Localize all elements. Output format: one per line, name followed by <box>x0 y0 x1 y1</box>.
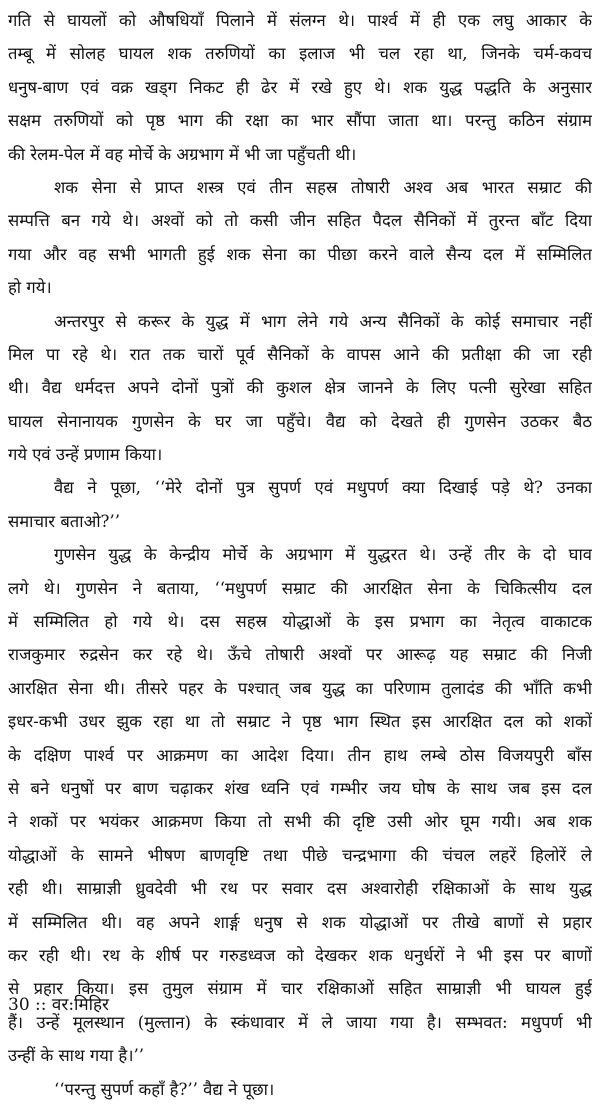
text-line: मिल पा रहे थे। रात तक चारों पूर्व सैनिकों के वापस आने की प्रतीक्षा की जा रही <box>8 344 592 364</box>
text-line: से प्रहार किया। इस तुमुल संग्राम में चार रक्षिकाओं सहित साम्राज्ञी भी घायल हुई <box>8 979 592 999</box>
paragraph-first-line: शक सेना से प्राप्त शस्त्र एवं तीन सहस्र तोषारी अश्व अब भारत सम्राट की <box>54 177 592 197</box>
text-line: की रेलम-पेल में वह मोर्चे के अग्रभाग में भी जा पहुँचती थी। <box>8 144 357 164</box>
page-number: 30 <box>8 995 30 1015</box>
text-line: गति से घायलों को औषधियाँ पिलाने में संलग्न थे। पार्श्व में ही एक लघु आकार के <box>8 11 592 30</box>
text-line: हो गये। <box>8 278 52 298</box>
text-line: में सम्मिलित हो गये थे। दस सहस्र योद्धाओं के इस प्रभाग का नेतृत्व वाकाटक <box>8 612 592 632</box>
text-line: इधर-कभी उधर झुक रहा था तो सम्राट ने पृष्ठ भाग स्थित इस आरक्षित दल को शकों <box>8 712 592 732</box>
page-footer <box>8 993 109 1017</box>
text-line: में सम्मिलित थी। वह अपने शार्ङ्ग धनुष से शक योद्धाओं पर तीखे बाणों से प्रहार <box>8 912 592 932</box>
text-line: गये एवं उन्हें प्रणाम किया। <box>8 445 163 465</box>
book-title: वर:मिहिर <box>51 995 110 1015</box>
footer-separator: :: <box>35 995 47 1015</box>
text-line: कर रही थी। रथ के शीर्ष पर गरुडध्वज को देखकर शक धनुर्धरों ने भी इस पर बाणों <box>8 945 592 965</box>
text-line: तम्बू में सोलह घायल शक तरुणियों का इलाज भी चल रहा था, जिनके चर्म-कवच <box>8 44 592 64</box>
text-line: घायल सेनानायक गुणसेन के घर जा पहुँचे। वैद्य को देखते ही गुणसेन उठकर बैठ <box>8 411 592 431</box>
text-line: के दक्षिण पार्श्व पर आक्रमण का आदेश दिया। तीन हाथ लम्बे ठोस विजयपुरी बाँस <box>8 745 592 765</box>
text-line: हैं। उन्हें मूलस्थान (मुल्तान) के स्कंधावार में ले जाया गया है। सम्भवत: मधुपर्ण भी <box>8 1012 592 1032</box>
text-line: थी। वैद्य धर्मदत्त अपने दोनों पुत्रों की कुशल क्षेत्र जानने के लिए पत्नी सुरेखा सहित <box>8 378 592 398</box>
paragraph-first-line: ‘‘परन्तु सुपर्ण कहाँ है?’’ वैद्य ने पूछा। <box>54 1079 275 1099</box>
text-line: सक्षम तरुणियों को पृष्ठ भाग की रक्षा का भार सौंपा जाता था। परन्तु कठिन संग्राम <box>8 111 592 131</box>
text-line: ने शकों पर भयंकर आक्रमण किया तो सभी की दृष्टि उसी ओर घूम गयी। अब शक <box>8 812 592 832</box>
text-line: से बने धनुषों पर बाण चढ़ाकर शंख ध्वनि एवं गम्भीर जय घोष के साथ जब इस दल <box>8 778 592 798</box>
text-line: रही थी। साम्राज्ञी ध्रुवदेवी भी रथ पर सवार दस अश्वारोही रक्षिकाओं के साथ युद्ध <box>8 879 592 899</box>
text-line: धनुष-बाण एवं वक्र खड्ग निकट ही ढेर में रखे हुए थे। शक युद्ध पद्धति के अनुसार <box>8 77 592 97</box>
text-line: सम्पत्ति बन गये थे। अश्वों को तो कसी जीन सहित पैदल सैनिकों में तुरन्त बाँट दिया <box>8 211 592 231</box>
paragraph-first-line: गुणसेन युद्ध के केन्द्रीय मोर्चे के अग्रभाग में युद्धरत थे। उन्हें तीर के दो घाव <box>54 545 592 565</box>
text-line: राजकुमार रुद्रसेन कर रहे थे। ऊँचे तोषारी अश्वों पर आरूढ़ यह सम्राट की निजी <box>8 645 592 665</box>
body-text <box>8 4 592 1106</box>
text-line: लगे थे। गुणसेन ने बताया, ‘‘मधुपर्ण सम्राट की आरक्षित सेना के चिकित्सीय दल <box>8 578 592 598</box>
text-line: उन्हीं के साथ गया है।’’ <box>8 1046 145 1066</box>
text-line: समाचार बताओ?’’ <box>8 511 120 531</box>
text-line: योद्धाओं के सामने भीषण बाणवृष्टि तथा पीछे चन्द्रभागा की चंचल लहरें हिलोरें ले <box>8 845 592 865</box>
paragraph-first-line: अन्तरपुर से करूर के युद्ध में भाग लेने गये अन्य सैनिकों के कोई समाचार नहीं <box>54 311 592 331</box>
text-line: आरक्षित सेना थी। तीसरे पहर के पश्चात् जब युद्ध का परिणाम तुलादंड की भाँति कभी <box>8 678 592 698</box>
text-line: गया और वह सभी भागती हुई शक सेना का पीछा करने वाले सैन्य दल में सम्मिलित <box>8 244 592 264</box>
paragraph-first-line: वैद्य ने पूछा, ‘‘मेरे दोनों पुत्र सुपर्ण एवं मधुपर्ण क्या दिखाई पड़े थे? उनका <box>54 478 592 498</box>
